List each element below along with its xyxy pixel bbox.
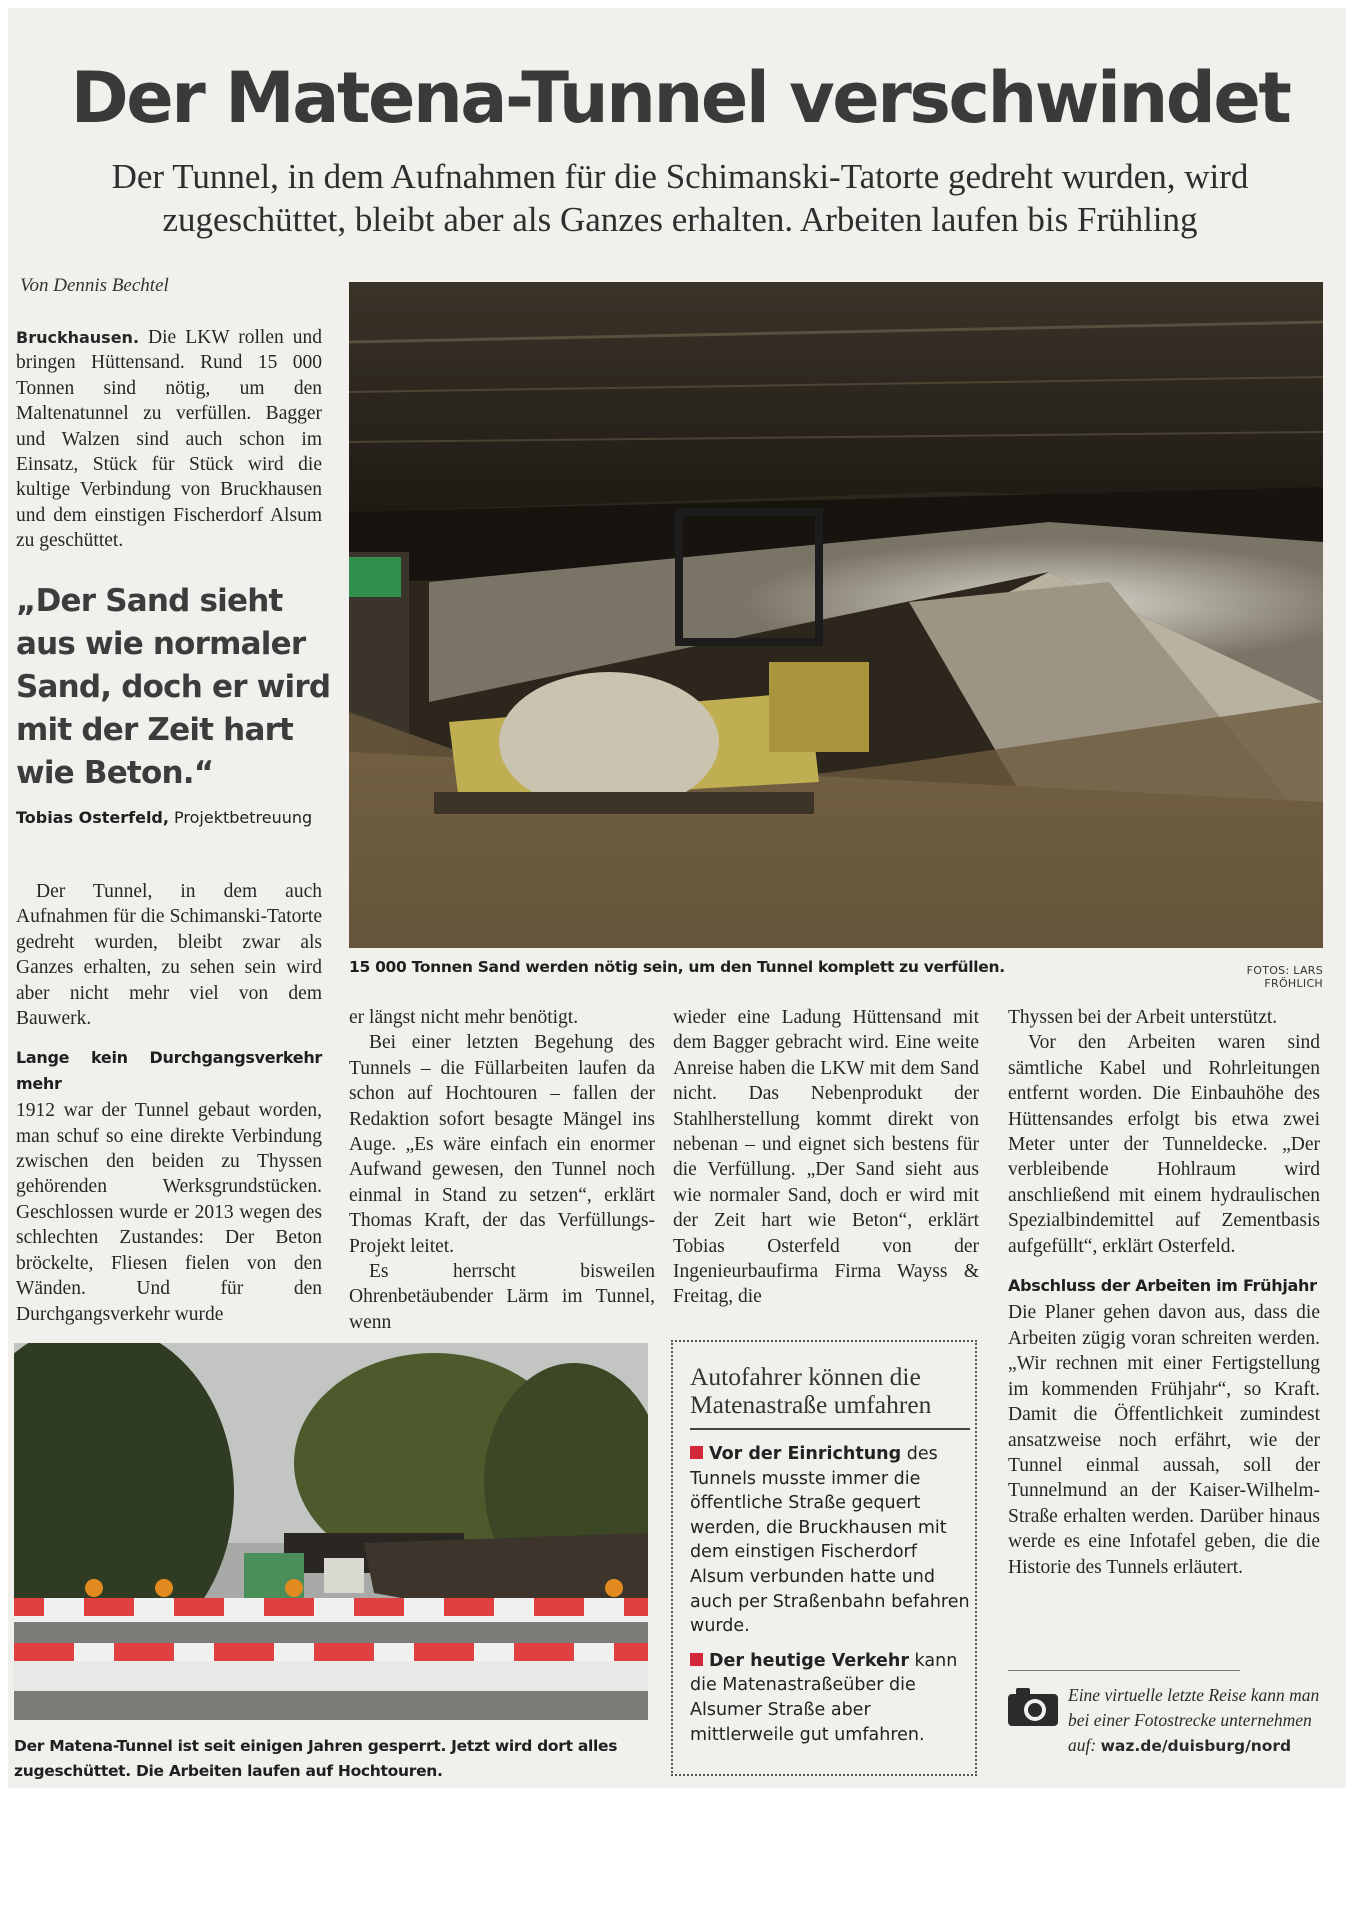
infobox-item — [690, 1442, 970, 1639]
second-photo-construction-site — [14, 1343, 648, 1720]
article-headline: Der Matena-Tunnel verschwindet — [70, 57, 1290, 139]
paragraph: 1912 war der Tunnel gebaut worden, man schuf so eine direkte Verbindung zwischen den beiden zu Thyssen gehörenden Werksgrundstücken. Geschlossen wurde er 2013 wegen des schlechten Zustandes: Der Beton bröckelte, Fliesen fielen von den Wänden. Und für den Durchgangsverkehr wurde — [16, 1100, 322, 1325]
subhead-abschluss: Abschluss der Arbeiten im Frühjahr — [1008, 1276, 1317, 1296]
infobox-title: Autofahrer können die Matenastraße umfahren — [690, 1362, 932, 1419]
second-photo-caption: Der Matena-Tunnel ist seit einigen Jahren gesperrt. Jetzt wird dort alles zugeschüttet. Die Arbeiten laufen auf Hochtouren. — [14, 1737, 618, 1780]
paragraph: Vor den Arbeiten waren sind sämtliche Kabel und Rohrleitungen entfernt worden. Die Einbauhöhe des Hüttensandes erfolgt bis etwa zwei Meter unter der Tunneldecke. „Der verbleibende Hohlraum wird anschließend mit einem hydraulischen Spezialbindemittel auf Zementbasis aufgefüllt“, erklärt Osterfeld. — [1008, 1032, 1320, 1257]
red-square-bullet-icon — [690, 1446, 703, 1459]
byline: Von Dennis Bechtel — [20, 275, 169, 296]
infobox-body — [690, 1442, 970, 1757]
online-hint — [1068, 1683, 1328, 1759]
barrier-fence — [14, 1598, 648, 1691]
paragraph: Bei einer letzten Begehung des Tunnels – die Füllarbeiten laufen da schon auf Hochtouren – fallen der Redaktion sofort besagte Mängel ins Auge. „Es wäre einfach ein enormer Aufwand gewesen, den Tunnel noch einmal in Stand zu setzen“, erklärt Thomas Kraft, der das Verfüllungs-Projekt leitet. — [349, 1032, 655, 1257]
column-4-text — [1008, 1005, 1320, 1580]
infobox-item-text: des Tunnels musste immer die öffentliche Straße gequert werden, die Bruckhausen mit dem einstigen Fischerdorf Alsum verbunden hatte und auch per Straßenbahn befahren wurde. — [690, 1444, 970, 1637]
tunnel-illustration — [349, 282, 1323, 948]
paragraph: wieder eine Ladung Hüttensand mit dem Bagger gebracht wird. Eine weite Anreise haben die LKW mit dem Sand nicht. Das Nebenprodukt der Stahlherstellung kommt direkt von nebenan – und eignet sich bestens für die Verfüllung. „Der Sand sieht aus wie normaler Sand, doch er wird mit der Zeit hart wie Beton“, erklärt Tobias Osterfeld von der Ingenieurbaufirma Firma Wayss & Freitag, die — [673, 1007, 979, 1308]
online-link[interactable]: waz.de/duisburg/nord — [1100, 1737, 1292, 1755]
paragraph: Thyssen bei der Arbeit unterstützt. — [1008, 1007, 1278, 1028]
red-square-bullet-icon — [690, 1653, 703, 1666]
column-2-text — [349, 1005, 655, 1335]
subhead-durchgangsverkehr: Lange kein Durchgangsverkehr mehr — [16, 1048, 322, 1093]
paragraph: Es herrscht bisweilen Ohrenbetäubender Lärm im Tunnel, wenn — [349, 1261, 655, 1333]
infobox-item-bold: Vor der Einrichtung — [709, 1444, 902, 1464]
lead-place: Bruckhausen. — [16, 328, 140, 347]
infobox-item — [690, 1649, 970, 1747]
camera-icon — [1008, 1686, 1058, 1726]
quote-source — [16, 808, 312, 827]
lead-paragraph — [16, 325, 322, 554]
main-photo-tunnel — [349, 282, 1323, 948]
photo-credit: FOTOS: LARS FRÖHLICH — [1246, 964, 1323, 990]
article-subheadline: Der Tunnel, in dem Aufnahmen für die Schimanski-Tatorte gedreht wurden, wird zugeschüttet, bleibt aber als Ganzes erhalten. Arbeiten laufen bis Frühling — [111, 157, 1249, 239]
infobox-item-text: kann die Matenastraßeüber die Alsumer Straße aber mittlerweile gut umfahren. — [690, 1650, 958, 1745]
paragraph: er längst nicht mehr benötigt. — [349, 1007, 579, 1028]
infobox-item-bold: Der heutige Verkehr — [709, 1650, 909, 1671]
column-1-text — [16, 879, 322, 1327]
column-3-text — [673, 1005, 979, 1310]
pull-quote: „Der Sand sieht aus wie normaler Sand, doch er wird mit der Zeit hart wie Beton.“ — [16, 583, 331, 791]
quote-name: Tobias Osterfeld, — [16, 808, 169, 827]
paragraph: Der Tunnel, in dem auch Aufnahmen für die Schimanski-Tatorte gedreht wurden, bleibt zwar als Ganzes erhalten, zu sehen sein wird aber nicht mehr viel von dem Bauwerk. — [16, 881, 322, 1030]
main-photo-caption: 15 000 Tonnen Sand werden nötig sein, um den Tunnel komplett zu verfüllen. — [349, 958, 1005, 976]
infobox-divider — [690, 1428, 970, 1430]
paragraph: Die Planer gehen davon aus, dass die Arbeiten zügig voran schreiten werden. „Wir rechnen mit einer Fertigstellung im kommenden Frühjahr“, so Kraft. Damit die Öffentlichkeit zumindest ansatzweise noch erfährt, wie der Tunnel einmal aussah, soll der Tunnelmund an der Kaiser-Wilhelm-Straße erhalten werden. Darüber hinaus werde es eine Infotafel geben, die die Historie des Tunnels erläutert. — [1008, 1302, 1320, 1578]
online-text: Eine virtuelle letzte Reise kann man bei einer Fotostrecke unternehmen auf: — [1068, 1685, 1320, 1755]
online-divider — [1008, 1670, 1240, 1671]
quote-role: Projektbetreuung — [174, 808, 313, 827]
construction-illustration — [14, 1343, 648, 1720]
lead-text: Die LKW rollen und bringen Hüttensand. Rund 15 000 Tonnen sind nötig, um den Maltenatunnel zu verfüllen. Bagger und Walzen sind auch schon im Einsatz, Stück für Stück wird die kultige Verbindung von Bruckhausen und dem einstigen Fischerdorf Alsum zu geschüttet. — [16, 327, 323, 552]
